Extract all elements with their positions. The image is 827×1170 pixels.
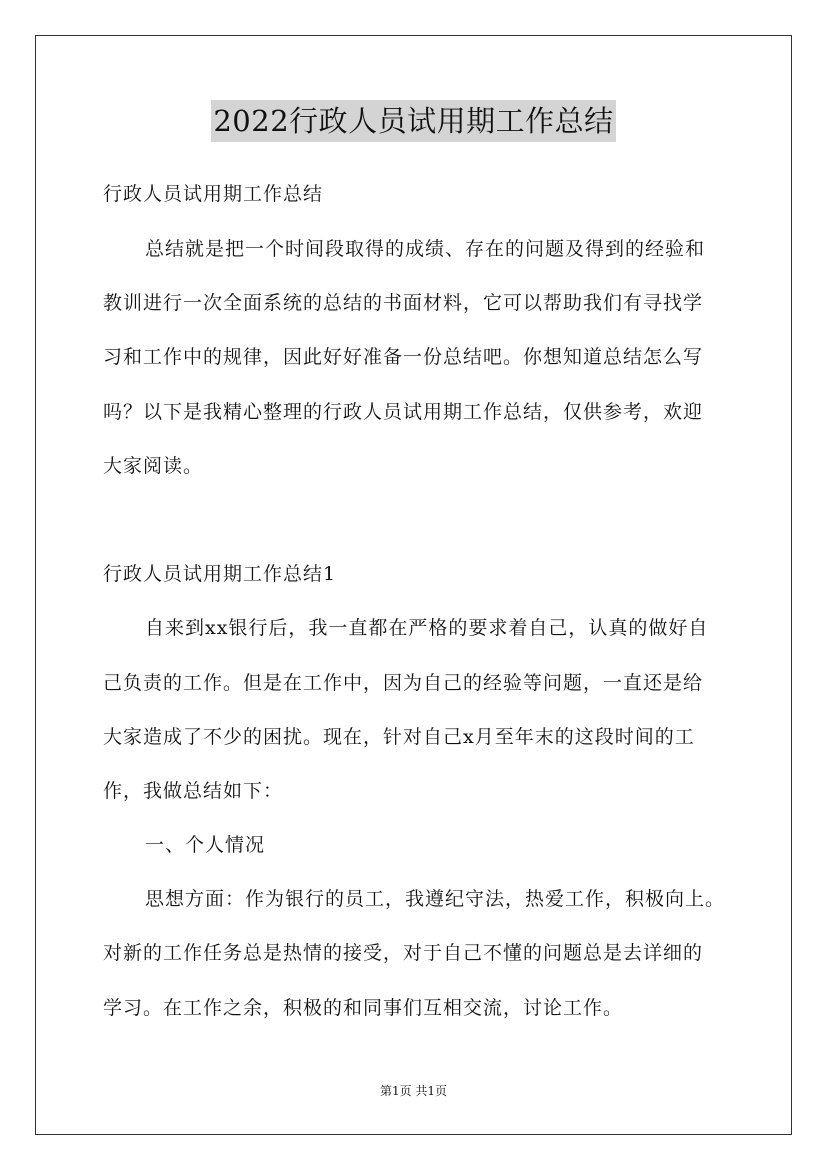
intro-line: 习和工作中的规律，因此好好准备一份总结吧。你想知道总结怎么写: [103, 346, 704, 368]
intro-line: 大家阅读。: [103, 455, 204, 477]
body-line: 大家造成了不少的困扰。现在，针对自己x月至年末的这段时间的工: [103, 726, 695, 748]
point-heading: 一、个人情况: [145, 834, 266, 856]
thought-line: 学习。在工作之余，积极的和同事们互相交流，讨论工作。: [103, 997, 624, 1019]
body-line: 作，我做总结如下：: [103, 780, 284, 802]
title-container: [0, 100, 827, 142]
intro-line: 总结就是把一个时间段取得的成绩、存在的问题及得到的经验和: [145, 238, 706, 260]
body-line: 自来到xx银行后，我一直都在严格的要求着自己，认真的做好自: [145, 617, 709, 639]
thought-line: 对新的工作任务总是热情的接受，对于自己不懂的问题总是去详细的: [103, 942, 704, 964]
thought-line: 思想方面：作为银行的员工，我遵纪守法，热爱工作，积极向上。: [145, 888, 726, 910]
section-heading: 行政人员试用期工作总结: [103, 183, 324, 205]
subheading-1: 行政人员试用期工作总结1: [103, 563, 337, 585]
page-footer: 第1页 共1页: [379, 1084, 448, 1098]
body-line: 己负责的工作。但是在工作中，因为自己的经验等问题，一直还是给: [103, 672, 704, 694]
intro-line: 教训进行一次全面系统的总结的书面材料，它可以帮助我们有寻找学: [103, 292, 704, 314]
document-title: 2022行政人员试用期工作总结: [211, 100, 615, 142]
intro-line: 吗？以下是我精心整理的行政人员试用期工作总结，仅供参考，欢迎: [103, 401, 704, 423]
